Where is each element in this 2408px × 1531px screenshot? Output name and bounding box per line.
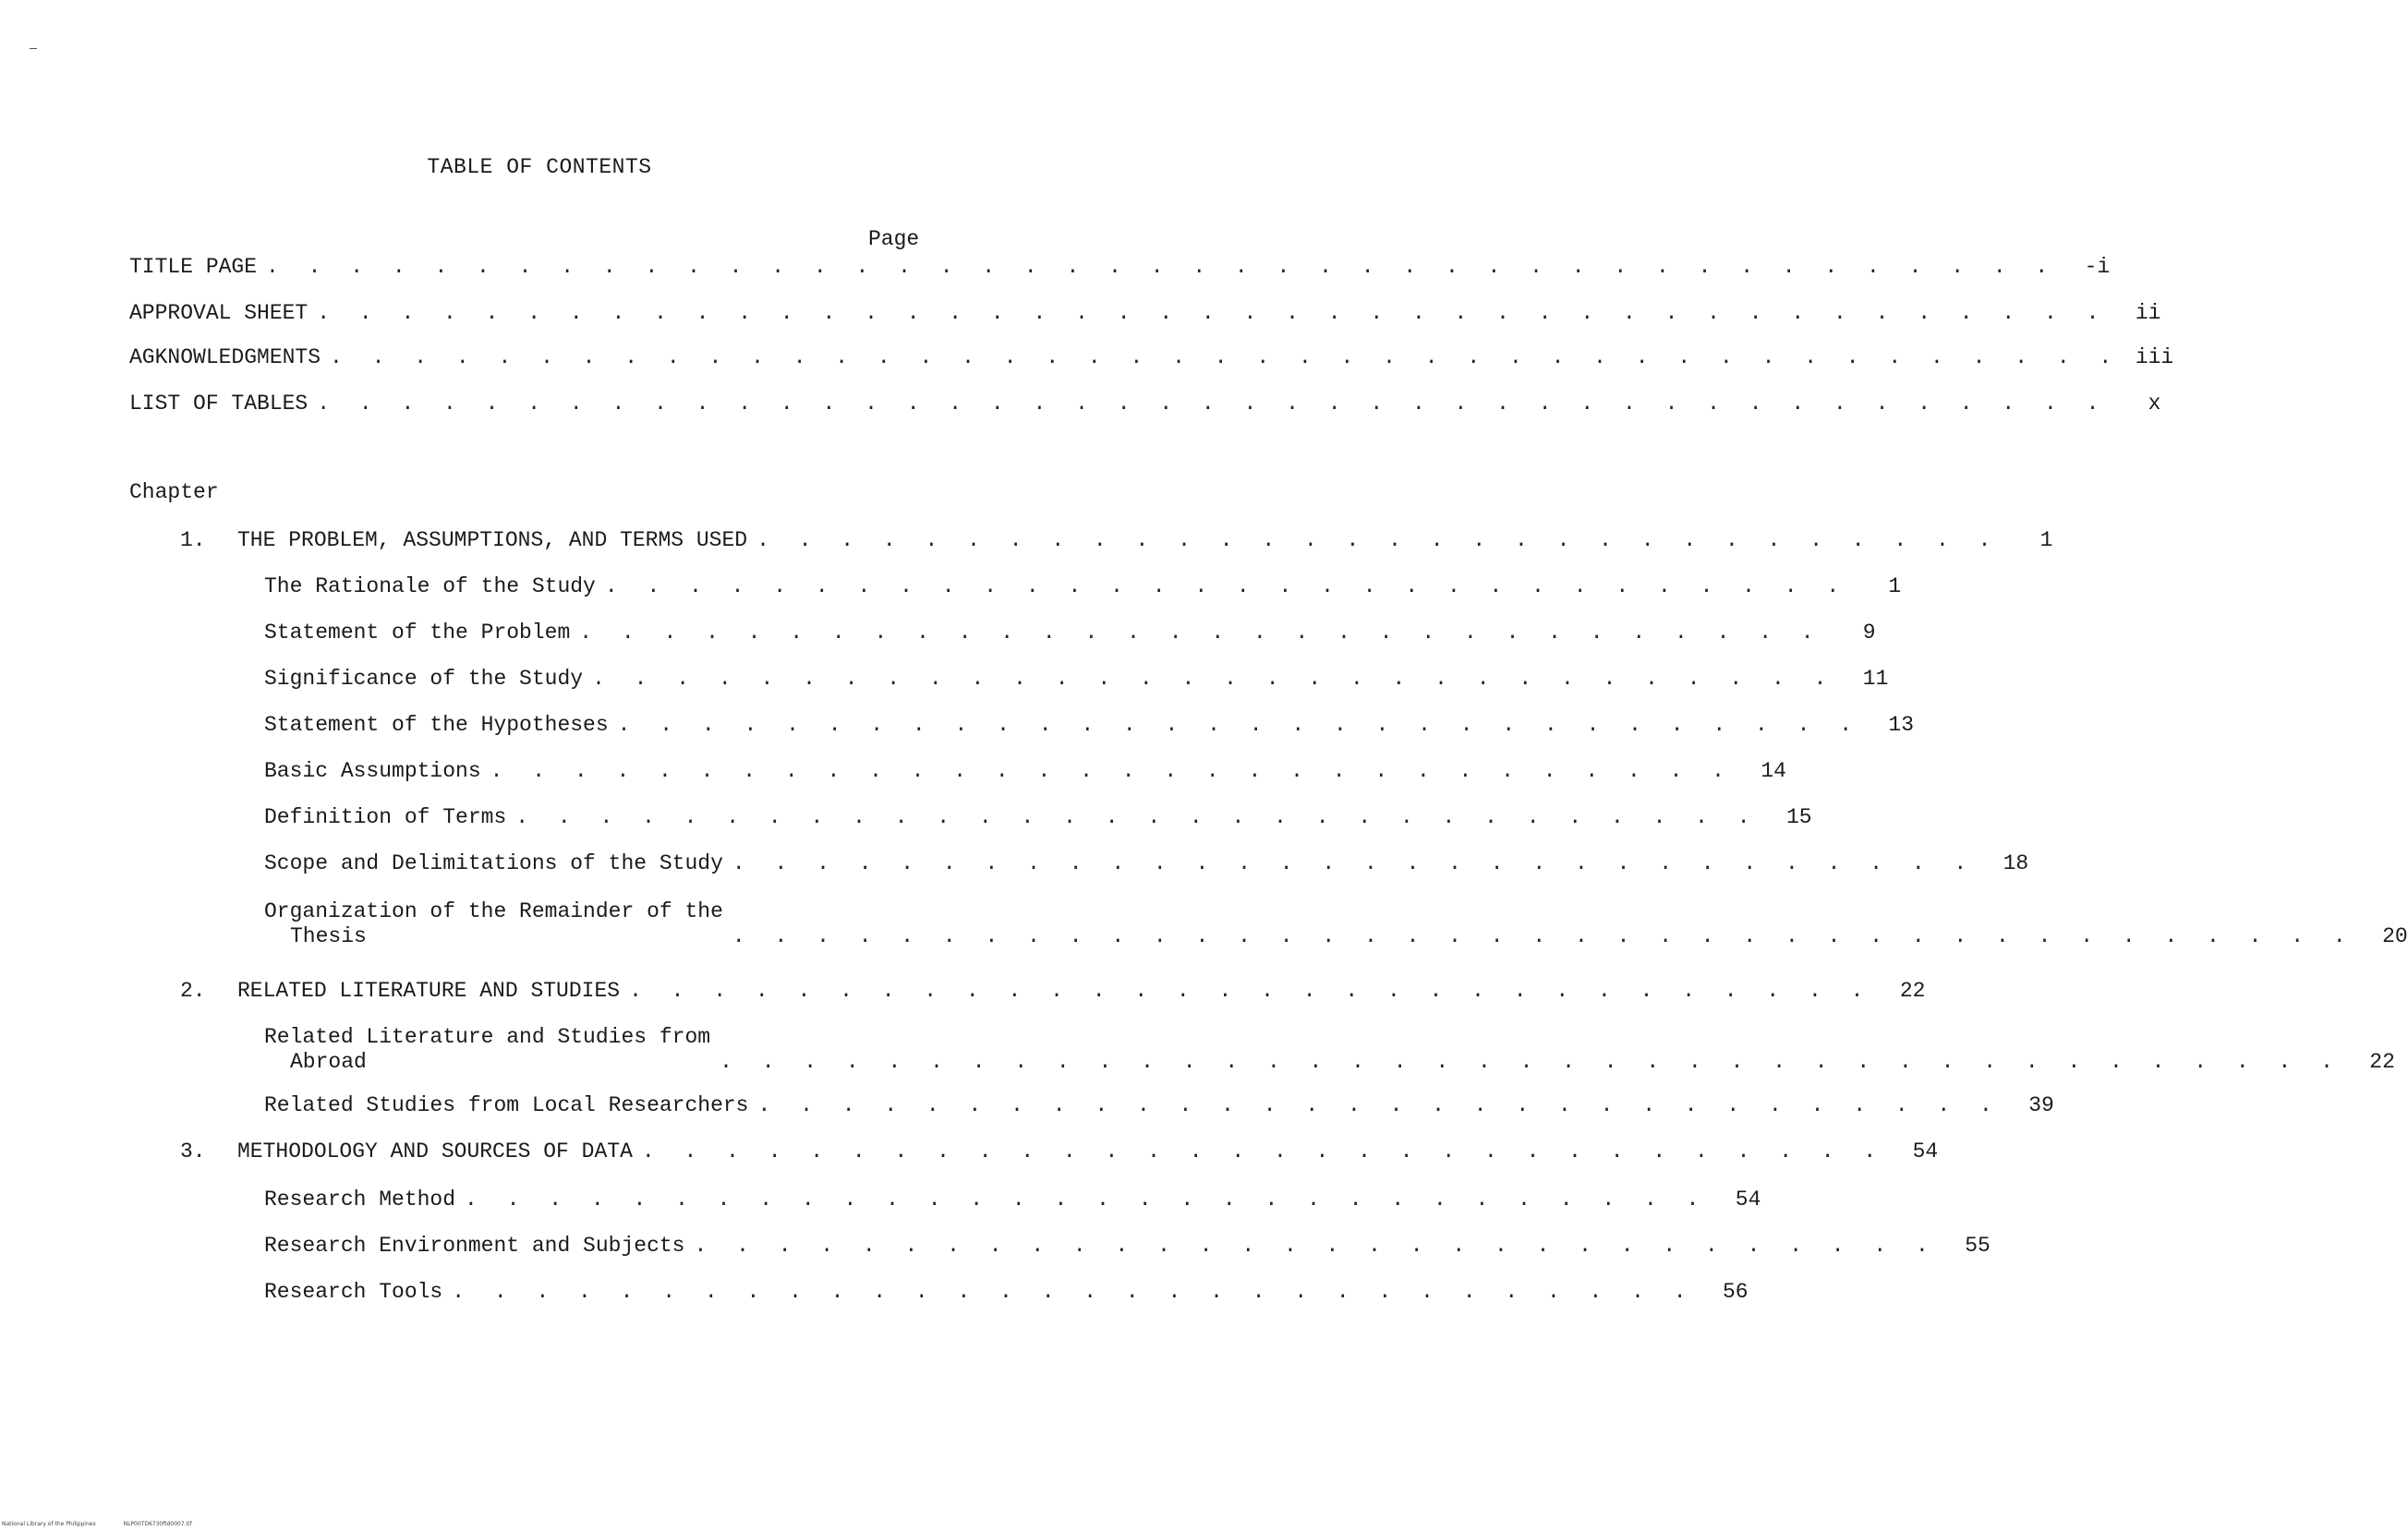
toc-section [264,1280,1749,1305]
dot-leader: . . . . . . . . . . . . . . . . . . . . . . . . . . . . . . . . . . . . . . . . . . . [317,392,2108,416]
section-page: 15 [1785,805,1812,829]
dot-leader: . . . . . . . . . . . . . . . . . . . . . . . . . . . . . . [515,805,1759,829]
section-label: Significance of the Study [264,667,584,691]
toc-entry-page: x [2148,392,2161,416]
section-label: Related Studies from Local Researchers [264,1093,749,1117]
toc-section [264,621,1876,645]
toc-section [264,1025,2395,1075]
footer-library: National Library of the Philippines [2,1521,96,1527]
section-label-line2: Thesis [290,924,367,948]
section-page: 56 [1722,1280,1749,1304]
section-label [264,1025,710,1075]
section-label: Research Environment and Subjects [264,1234,685,1258]
toc-entry-page: ii [2135,301,2161,325]
section-label: Research Tools [264,1280,443,1304]
chapter-number: 1. [180,528,206,552]
dot-leader: . . . . . . . . . . . . . . . . . . . . . . . . . . . . . . [452,1280,1695,1304]
chapter-title: THE PROBLEM, ASSUMPTIONS, AND TERMS USED [237,528,748,552]
section-page: 11 [1862,667,1889,691]
section-page: 55 [1965,1234,1991,1258]
section-page: 14 [1761,759,1786,783]
toc-entry-page: iii [2135,345,2174,369]
toc-section [264,1234,1991,1259]
dot-leader: . . . . . . . . . . . . . . . . . . . . . . . . . . . . . . [465,1187,1708,1212]
section-label: Statement of the Problem [264,621,571,645]
toc-entry-approval-sheet [129,301,2161,326]
dot-leader: . . . . . . . . . . . . . . . . . . . . . . . . . . . . . . [756,528,2000,552]
section-label [264,899,723,949]
dot-leader: . . . . . . . . . . . . . . . . . . . . . . . . . . . . . . [604,574,1848,598]
dot-leader: . . . . . . . . . . . . . . . . . . . . . . . . . . . . . . [757,1093,2001,1117]
section-label: Definition of Terms [264,805,507,829]
toc-entry-label: AGKNOWLEDGMENTS [129,345,321,369]
dot-leader: . . . . . . . . . . . . . . . . . . . . . . . . . . . . . . . . . . . . . . . [732,924,2354,948]
toc-chapter-1 [180,528,2053,553]
dot-leader: . . . . . . . . . . . . . . . . . . . . . . . . . . . . . . [592,667,1835,691]
section-page: 20 [2382,924,2408,948]
section-label: Statement of the Hypotheses [264,713,609,737]
footer-file: NLP00TD6730ftd0007.tif [123,1521,192,1527]
toc-section [264,805,1812,830]
dot-leader: . . . . . . . . . . . . . . . . . . . . . . . . . . . . . . [490,759,1733,783]
chapter-number: 3. [180,1139,206,1163]
toc-section [264,667,1889,692]
toc-entry-label: APPROVAL SHEET [129,301,309,325]
dot-leader: . . . . . . . . . . . . . . . . . . . . . . . . . . . . . . [579,621,1822,645]
chapter-page: 1 [2039,528,2053,552]
toc-entry-label: TITLE PAGE [129,255,258,279]
dot-leader: . . . . . . . . . . . . . . . . . . . . . . . . . . . . . . [617,713,1861,737]
scan-footer [2,1521,192,1527]
chapter-page: 22 [1899,979,1926,1003]
dot-leader: . . . . . . . . . . . . . . . . . . . . . . . . . . . . . . [694,1234,1937,1258]
toc-entry-page: -i [2084,255,2111,279]
section-label: Basic Assumptions [264,759,481,783]
dot-leader: . . . . . . . . . . . . . . . . . . . . . . . . . . . . . . . . . . . . . . . . . . . [317,301,2108,325]
section-label: Scope and Delimitations of the Study [264,851,723,875]
section-page: 39 [2028,1093,2054,1117]
chapter-number: 2. [180,979,206,1003]
section-page: 18 [2003,851,2029,875]
toc-entry-title-page [129,255,2111,280]
dot-leader: . . . . . . . . . . . . . . . . . . . . . . . . . . . . . . [641,1139,1885,1163]
page-column-header: Page [868,227,920,251]
section-page: 54 [1735,1187,1761,1212]
toc-section [264,851,2029,876]
dot-leader: . . . . . . . . . . . . . . . . . . . . . . . . . . . . . . [732,851,1976,875]
chapter-title: RELATED LITERATURE AND STUDIES [237,979,621,1003]
toc-section [264,574,1902,599]
section-label-line2: Abroad [290,1050,367,1074]
chapter-title: METHODOLOGY AND SOURCES OF DATA [237,1139,633,1163]
page-title: TABLE OF CONTENTS [427,155,652,179]
section-page: 1 [1888,574,1902,598]
chapter-page: 54 [1912,1139,1939,1163]
section-label-line1: Related Literature and Studies from [264,1025,711,1049]
toc-section [264,1093,2054,1118]
chapter-label: Chapter [129,480,219,504]
dot-leader: . . . . . . . . . . . . . . . . . . . . . . . . . . . . . . . . . . . . . . . [720,1050,2341,1074]
section-label: Research Method [264,1187,456,1212]
section-label: The Rationale of the Study [264,574,596,598]
section-page: 9 [1862,621,1876,645]
dot-leader: . . . . . . . . . . . . . . . . . . . . . . . . . . . . . . [629,979,1872,1003]
section-label-line1: Organization of the Remainder of the [264,899,723,923]
section-page: 22 [2369,1050,2395,1074]
toc-entry-list-of-tables [129,392,2161,416]
toc-entry-label: LIST OF TABLES [129,392,309,416]
toc-section [264,713,1915,738]
section-page: 13 [1888,713,1915,737]
toc-section [264,759,1786,784]
toc-section [264,1187,1761,1212]
toc-chapter-3 [180,1139,1939,1164]
dot-leader: . . . . . . . . . . . . . . . . . . . . . . . . . . . . . . . . . . . . . . . . . . . [330,345,2121,369]
toc-section [264,899,2408,949]
dot-leader: . . . . . . . . . . . . . . . . . . . . . . . . . . . . . . . . . . . . . . . . . . . [266,255,2057,279]
scan-mark [30,48,37,49]
toc-chapter-2 [180,979,1926,1004]
toc-entry-acknowledgments [129,345,2174,370]
